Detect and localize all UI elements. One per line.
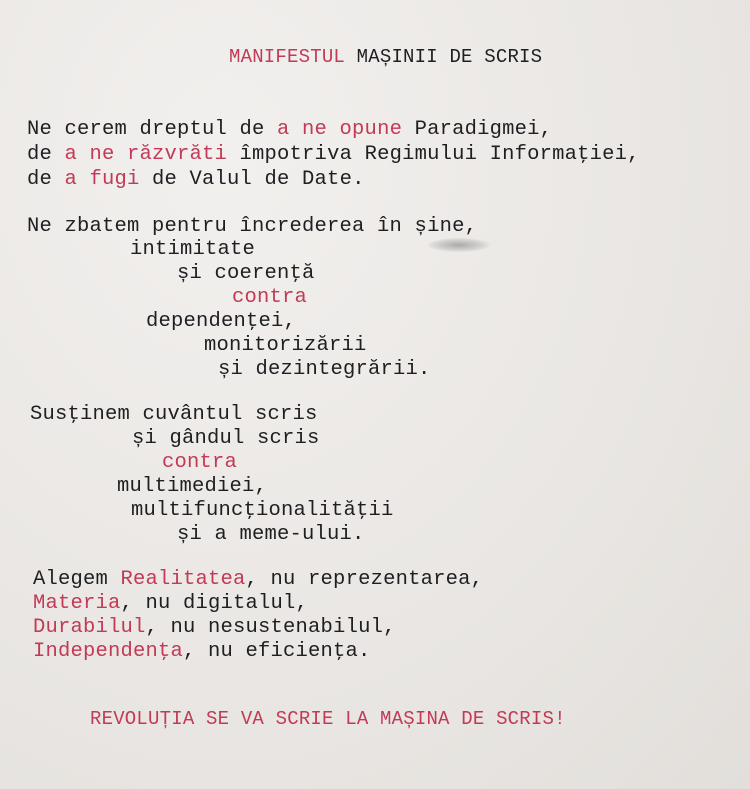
red-fragment: a ne opune: [277, 118, 403, 141]
stanza4-line1: [33, 568, 483, 592]
stanza2-line5: dependenţei,: [146, 310, 297, 333]
text-fragment: de Valul de Date.: [139, 168, 365, 191]
stanza2-line7: și dezintegrării.: [218, 358, 431, 381]
manifesto-title: [229, 45, 542, 69]
red-fragment: Independenţa: [33, 640, 184, 663]
stanza4-line3: [33, 616, 396, 640]
stanza1-line3: [27, 168, 365, 192]
text-fragment: Paradigmei,: [402, 118, 553, 141]
stanza4-line2: [33, 592, 308, 616]
text-fragment: , nu nesustenabilul,: [145, 616, 396, 639]
title-black-part: MAȘINII DE SCRIS: [345, 46, 543, 68]
stanza3-line6: și a meme-ului.: [177, 523, 365, 546]
stanza3-line1: Susţinem cuvântul scris: [30, 403, 318, 426]
stanza3-line2: și gândul scris: [132, 427, 320, 450]
stanza3-line5: multifuncţionalităţii: [131, 499, 394, 522]
text-fragment: de: [27, 168, 65, 191]
red-fragment: Realitatea: [120, 568, 246, 591]
text-fragment: , nu reprezentarea,: [245, 568, 484, 591]
stanza2-line6: monitorizării: [204, 334, 367, 357]
stanza1-line1: [27, 118, 552, 142]
text-fragment: Alegem: [33, 568, 121, 591]
text-fragment: de: [27, 143, 65, 166]
text-fragment: , nu eficienţa.: [183, 640, 371, 663]
stanza3-line3: contra: [162, 451, 238, 474]
text-fragment: Ne cerem dreptul de: [27, 118, 278, 141]
stanza2-line1: Ne zbatem pentru încrederea în șine,: [27, 215, 478, 238]
red-fragment: Durabilul: [33, 616, 146, 639]
stanza2-line3: și coerenţă: [177, 262, 315, 285]
red-fragment: a fugi: [64, 168, 140, 191]
text-fragment: împotriva Regimului Informaţiei,: [227, 143, 640, 166]
text-fragment: , nu digitalul,: [120, 592, 309, 615]
red-fragment: a ne răzvrăti: [64, 143, 228, 166]
ink-smudge: [428, 238, 490, 252]
title-red-part: MANIFESTUL: [229, 46, 346, 68]
stanza4-line4: [33, 640, 371, 664]
stanza3-line4: multimediei,: [117, 475, 268, 498]
stanza1-line2: [27, 143, 640, 167]
stanza2-line4: contra: [232, 286, 308, 309]
stanza2-line2: intimitate: [130, 238, 256, 261]
red-fragment: Materia: [33, 592, 121, 615]
closing-slogan: REVOLUȚIA SE VA SCRIE LA MAȘINA DE SCRIS!: [90, 708, 566, 730]
